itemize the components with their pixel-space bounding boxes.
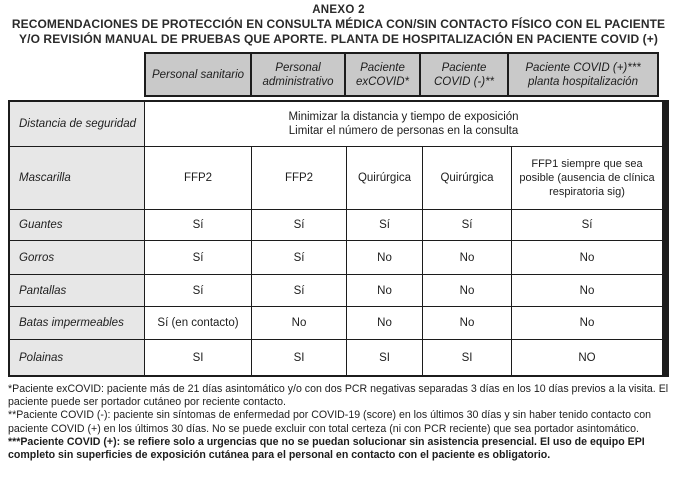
annex-heading: ANEXO 2 (312, 4, 365, 16)
cell-batas-personal-sanitario: Sí (en contacto) (145, 307, 251, 339)
row-label-guantes: Guantes (10, 210, 144, 240)
merged-line-2: Limitar el número de personas en la consulta (288, 125, 519, 137)
cell-batas-paciente-covid-positivo: No (512, 307, 662, 339)
cell-guantes-paciente-covid-positivo: Sí (512, 210, 662, 240)
column-header-personal-sanitario: Personal sanitario (144, 52, 252, 97)
cell-polainas-personal-sanitario: SI (145, 340, 251, 375)
cell-mascarilla-paciente-covid-positivo: FFP1 siempre que sea posible (ausencia de clínica respiratoria sig) (512, 147, 662, 209)
cell-guantes-paciente-covid-negativo: Sí (423, 210, 511, 240)
cell-pantallas-paciente-covid-negativo: No (423, 275, 511, 306)
cell-polainas-paciente-excovid: SI (347, 340, 422, 375)
cell-mascarilla-personal-sanitario: FFP2 (145, 147, 251, 209)
column-header-paciente-covid-positivo: Paciente COVID (+)*** planta hospitalización (507, 52, 659, 97)
document-title (8, 3, 669, 47)
column-header-paciente-excovid: Paciente exCOVID* (344, 52, 421, 97)
cell-batas-personal-administrativo: No (252, 307, 346, 339)
row-label-distancia-seguridad: Distancia de seguridad (10, 102, 144, 146)
cell-gorros-personal-administrativo: Sí (252, 241, 346, 274)
cell-pantallas-personal-administrativo: Sí (252, 275, 346, 306)
cell-polainas-paciente-covid-positivo: NO (512, 340, 662, 375)
cell-pantallas-paciente-excovid: No (347, 275, 422, 306)
column-header-personal-administrativo: Personal administrativo (250, 52, 346, 97)
footnote-excovid: *Paciente exCOVID: paciente más de 21 días asintomático y/o con dos PCR negativas separadas 3 días en los 10 días previos a la visita. El paciente puede ser portador cutáneo por reciente contacto. (8, 383, 669, 409)
cell-pantallas-paciente-covid-positivo: No (512, 275, 662, 306)
cell-mascarilla-paciente-excovid: Quirúrgica (347, 147, 422, 209)
cell-guantes-personal-administrativo: Sí (252, 210, 346, 240)
cell-mascarilla-personal-administrativo: FFP2 (252, 147, 346, 209)
cell-guantes-personal-sanitario: Sí (145, 210, 251, 240)
row-label-mascarilla: Mascarilla (10, 147, 144, 209)
column-header-paciente-covid-negativo: Paciente COVID (-)** (419, 52, 509, 97)
row-label-gorros: Gorros (10, 241, 144, 274)
cell-gorros-paciente-covid-positivo: No (512, 241, 662, 274)
recommendations-table (8, 100, 669, 377)
cell-polainas-personal-administrativo: SI (252, 340, 346, 375)
row-label-pantallas: Pantallas (10, 275, 144, 306)
cell-batas-paciente-excovid: No (347, 307, 422, 339)
footnotes-block (8, 383, 669, 462)
row-label-polainas: Polainas (10, 340, 144, 375)
cell-batas-paciente-covid-negativo: No (423, 307, 511, 339)
table-header-row (144, 52, 669, 97)
row-label-batas-impermeables: Batas impermeables (10, 307, 144, 339)
cell-gorros-personal-sanitario: Sí (145, 241, 251, 274)
cell-guantes-paciente-excovid: Sí (347, 210, 422, 240)
cell-pantallas-personal-sanitario: Sí (145, 275, 251, 306)
merged-line-1: Minimizar la distancia y tiempo de exposición (288, 111, 519, 123)
title-line-1: RECOMENDACIONES DE PROTECCIÓN EN CONSULTA MÉDICA CON/SIN CONTACTO FÍSICO CON EL PACIENTE (11, 17, 666, 31)
footnote-covid-positivo: ***Paciente COVID (+): se refiere solo a urgencias que no se puedan solucionar sin asistencia presencial. El uso de equipo EPI completo sin superficies de exposición cutánea para el personal en contacto con el paciente es obligatorio. (8, 435, 645, 462)
cell-gorros-paciente-covid-negativo: No (423, 241, 511, 274)
cell-gorros-paciente-excovid: No (347, 241, 422, 274)
footnote-covid-negativo: **Paciente COVID (-): paciente sin síntomas de enfermedad por COVID-19 (score) en los últimos 30 días y sin haber tenido contacto con paciente COVID (+) en los últimos 30 días. No se puede excluir con total certeza (ni con PCR reciente) que sea portador asintomático. (8, 409, 652, 435)
title-line-2: Y/O REVISIÓN MANUAL DE PRUEBAS QUE APORTE. PLANTA DE HOSPITALIZACIÓN EN PACIENTE COVID (+) (19, 32, 658, 46)
cell-polainas-paciente-covid-negativo: SI (423, 340, 511, 375)
cell-mascarilla-paciente-covid-negativo: Quirúrgica (423, 147, 511, 209)
merged-cell-distancia (145, 102, 662, 146)
